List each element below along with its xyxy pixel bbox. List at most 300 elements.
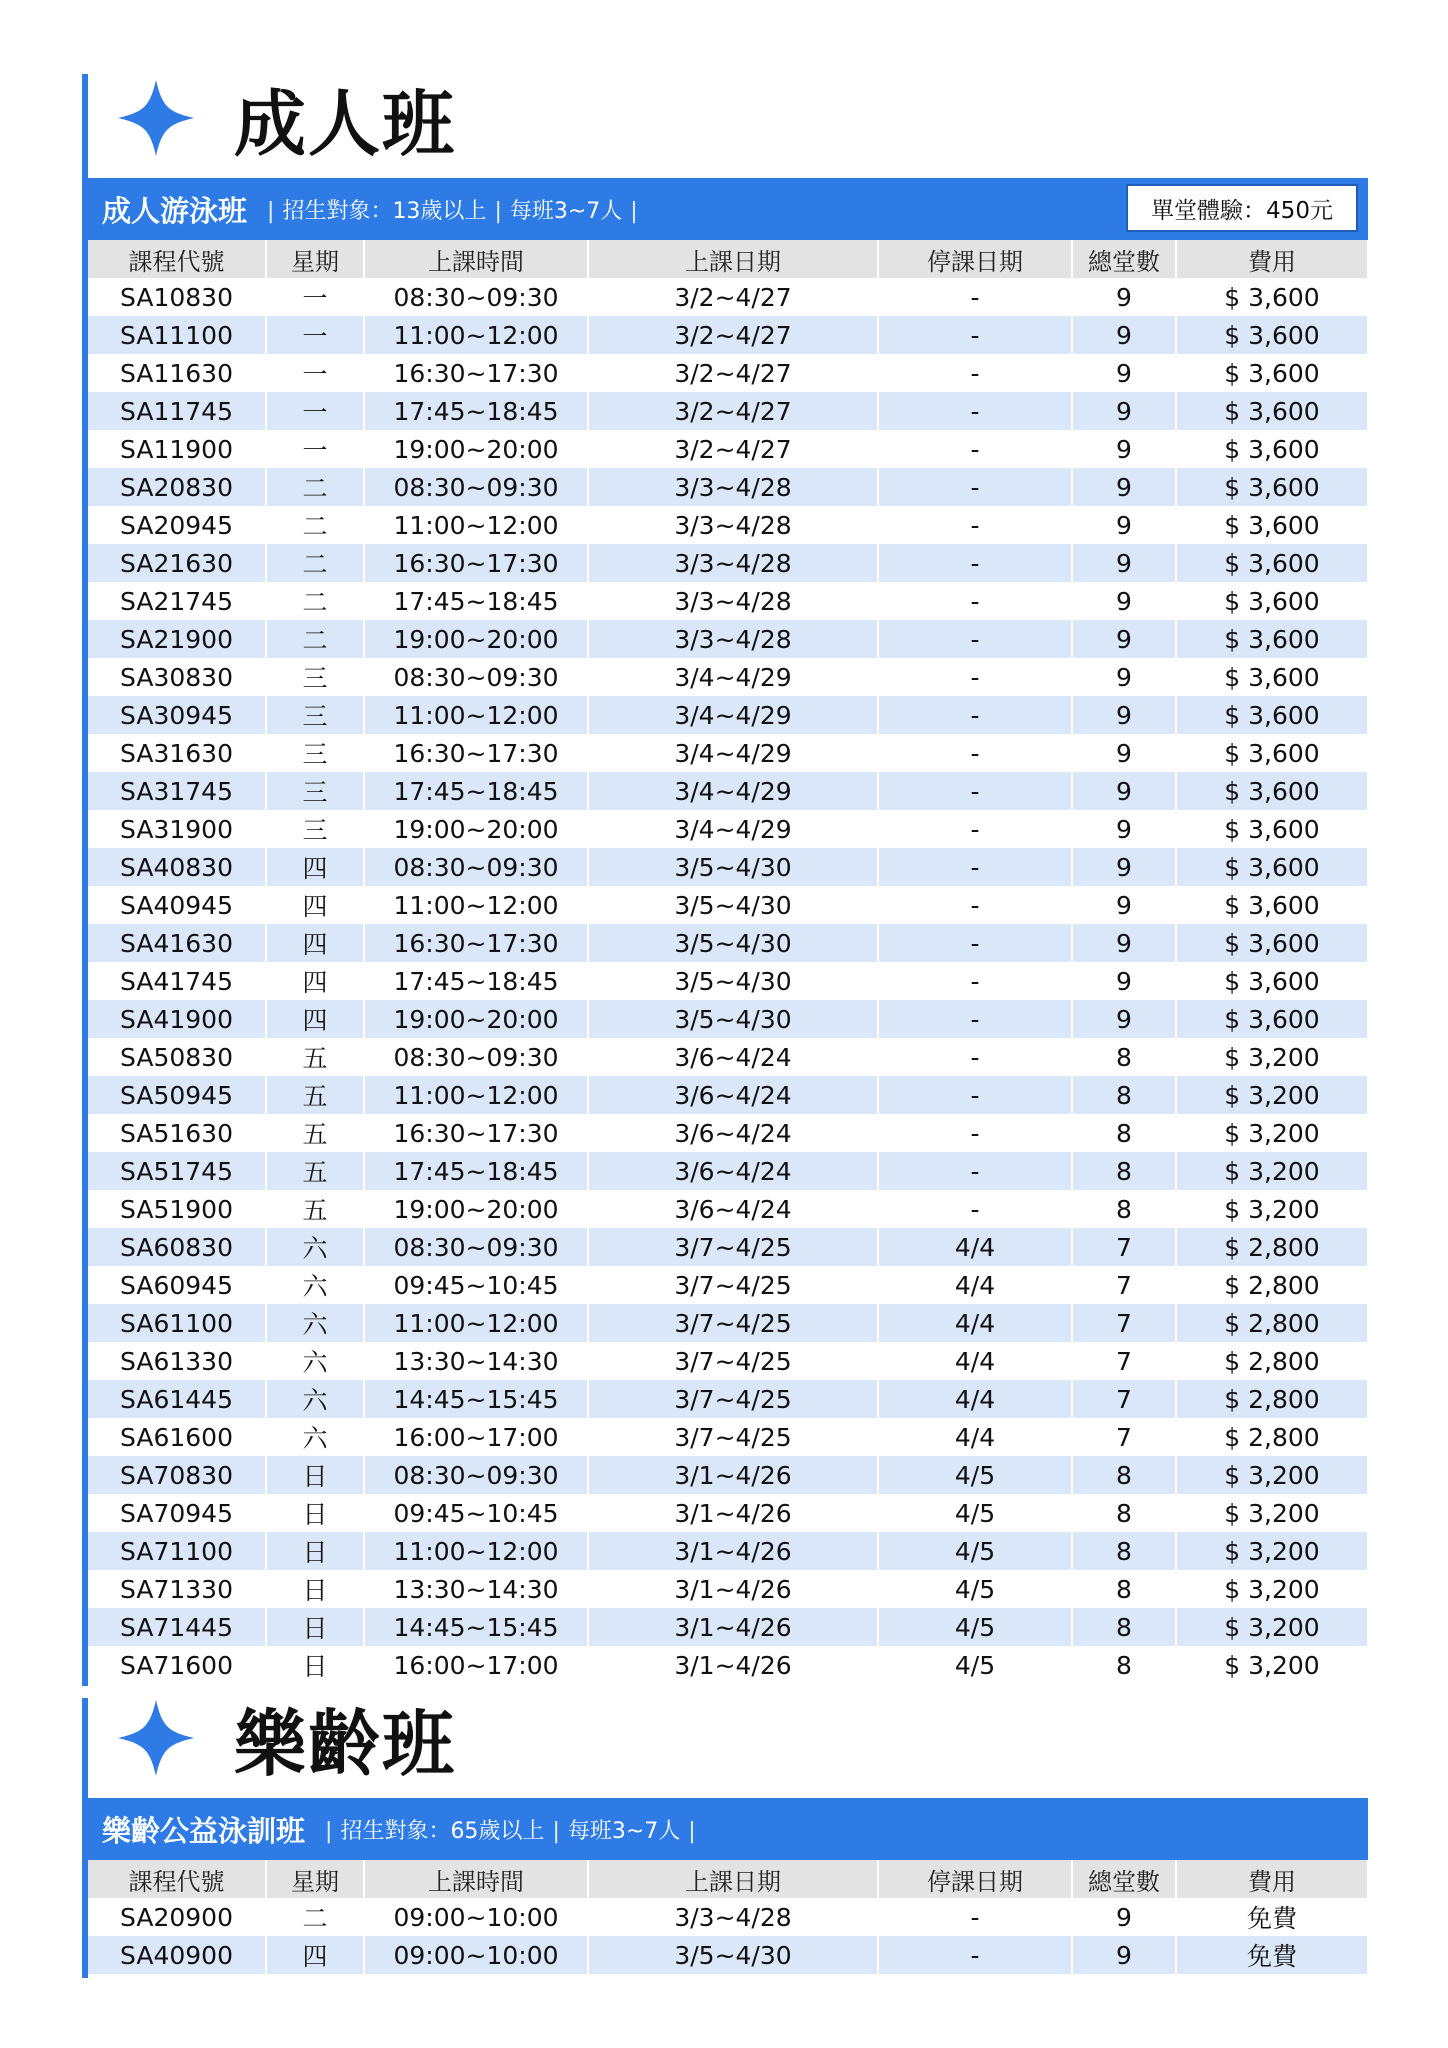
fee-cell: $ 3,600 <box>1176 810 1368 848</box>
separator: | <box>630 198 638 224</box>
fee-cell: 免費 <box>1176 1936 1368 1974</box>
weekday-cell: 四 <box>266 1936 364 1974</box>
course-code-cell: SA61100 <box>88 1304 266 1342</box>
suspend-date-cell: - <box>878 392 1072 430</box>
time-cell: 08:30~09:30 <box>364 848 588 886</box>
session-count-cell: 8 <box>1072 1152 1176 1190</box>
suspend-date-cell: 4/4 <box>878 1304 1072 1342</box>
course-code-cell: SA70830 <box>88 1456 266 1494</box>
course-code-cell: SA60830 <box>88 1228 266 1266</box>
fee-cell: $ 3,600 <box>1176 354 1368 392</box>
date-range-cell: 3/6~4/24 <box>588 1114 878 1152</box>
time-cell: 08:30~09:30 <box>364 658 588 696</box>
weekday-cell: 六 <box>266 1380 364 1418</box>
suspend-date-cell: - <box>878 772 1072 810</box>
fee-cell: $ 3,600 <box>1176 620 1368 658</box>
suspend-date-cell: 4/4 <box>878 1418 1072 1456</box>
weekday-cell: 日 <box>266 1570 364 1608</box>
schedule-table <box>88 240 1369 1684</box>
session-count-cell: 8 <box>1072 1038 1176 1076</box>
table-row <box>88 1152 1368 1190</box>
time-cell: 16:00~17:00 <box>364 1418 588 1456</box>
session-count-cell: 9 <box>1072 962 1176 1000</box>
course-code-cell: SA70945 <box>88 1494 266 1532</box>
trial-price-badge: 單堂體驗：450元 <box>1126 184 1358 232</box>
course-code-cell: SA30830 <box>88 658 266 696</box>
session-count-cell: 9 <box>1072 734 1176 772</box>
course-class-size: 每班3~7人 <box>509 198 623 224</box>
table-body <box>88 1898 1368 1974</box>
time-cell: 17:45~18:45 <box>364 1152 588 1190</box>
table-header <box>88 240 1368 278</box>
time-cell: 09:00~10:00 <box>364 1936 588 1974</box>
suspend-date-cell: 4/5 <box>878 1608 1072 1646</box>
date-range-cell: 3/6~4/24 <box>588 1038 878 1076</box>
table-body <box>88 278 1368 1684</box>
weekday-cell: 三 <box>266 772 364 810</box>
table-row <box>88 1342 1368 1380</box>
session-count-cell: 8 <box>1072 1190 1176 1228</box>
table-row <box>88 1494 1368 1532</box>
session-count-cell: 9 <box>1072 392 1176 430</box>
session-count-cell: 7 <box>1072 1304 1176 1342</box>
course-code-cell: SA41630 <box>88 924 266 962</box>
table-row <box>88 848 1368 886</box>
weekday-cell: 三 <box>266 734 364 772</box>
table-row <box>88 430 1368 468</box>
fee-cell: $ 3,200 <box>1176 1456 1368 1494</box>
course-code-cell: SA31630 <box>88 734 266 772</box>
date-range-cell: 3/2~4/27 <box>588 354 878 392</box>
table-row <box>88 392 1368 430</box>
session-count-cell: 9 <box>1072 810 1176 848</box>
date-range-cell: 3/5~4/30 <box>588 886 878 924</box>
table-row <box>88 1532 1368 1570</box>
suspend-date-cell: - <box>878 1114 1072 1152</box>
suspend-date-cell: - <box>878 1038 1072 1076</box>
session-count-cell: 9 <box>1072 278 1176 316</box>
time-cell: 16:30~17:30 <box>364 544 588 582</box>
date-range-cell: 3/7~4/25 <box>588 1266 878 1304</box>
course-code-cell: SA71330 <box>88 1570 266 1608</box>
suspend-date-cell: - <box>878 506 1072 544</box>
time-cell: 11:00~12:00 <box>364 506 588 544</box>
table-row <box>88 1076 1368 1114</box>
column-header: 上課時間 <box>364 240 588 278</box>
date-range-cell: 3/7~4/25 <box>588 1380 878 1418</box>
date-range-cell: 3/3~4/28 <box>588 582 878 620</box>
suspend-date-cell: - <box>878 582 1072 620</box>
session-count-cell: 8 <box>1072 1570 1176 1608</box>
session-count-cell: 9 <box>1072 544 1176 582</box>
time-cell: 11:00~12:00 <box>364 886 588 924</box>
table-row <box>88 582 1368 620</box>
weekday-cell: 日 <box>266 1494 364 1532</box>
table-row <box>88 278 1368 316</box>
weekday-cell: 四 <box>266 1000 364 1038</box>
suspend-date-cell: - <box>878 1152 1072 1190</box>
weekday-cell: 五 <box>266 1076 364 1114</box>
weekday-cell: 一 <box>266 278 364 316</box>
fee-cell: $ 3,200 <box>1176 1152 1368 1190</box>
time-cell: 16:30~17:30 <box>364 734 588 772</box>
header-row <box>88 240 1368 278</box>
session-count-cell: 7 <box>1072 1418 1176 1456</box>
table-row <box>88 544 1368 582</box>
session-count-cell: 9 <box>1072 924 1176 962</box>
table-row <box>88 1190 1368 1228</box>
time-cell: 11:00~12:00 <box>364 1532 588 1570</box>
course-audience: 招生對象：65歲以上 <box>340 1818 545 1844</box>
date-range-cell: 3/4~4/29 <box>588 772 878 810</box>
column-header: 費用 <box>1176 240 1368 278</box>
fee-cell: $ 3,600 <box>1176 924 1368 962</box>
date-range-cell: 3/3~4/28 <box>588 468 878 506</box>
course-code-cell: SA60945 <box>88 1266 266 1304</box>
column-header: 上課時間 <box>364 1860 588 1898</box>
course-code-cell: SA11900 <box>88 430 266 468</box>
weekday-cell: 二 <box>266 544 364 582</box>
fee-cell: $ 2,800 <box>1176 1304 1368 1342</box>
session-count-cell: 7 <box>1072 1380 1176 1418</box>
date-range-cell: 3/3~4/28 <box>588 544 878 582</box>
table-row <box>88 924 1368 962</box>
table-row <box>88 1114 1368 1152</box>
session-count-cell: 8 <box>1072 1114 1176 1152</box>
suspend-date-cell: - <box>878 316 1072 354</box>
session-count-cell: 9 <box>1072 354 1176 392</box>
date-range-cell: 3/1~4/26 <box>588 1456 878 1494</box>
time-cell: 19:00~20:00 <box>364 620 588 658</box>
suspend-date-cell: 4/4 <box>878 1228 1072 1266</box>
course-code-cell: SA31900 <box>88 810 266 848</box>
fee-cell: $ 3,200 <box>1176 1532 1368 1570</box>
date-range-cell: 3/3~4/28 <box>588 506 878 544</box>
date-range-cell: 3/1~4/26 <box>588 1494 878 1532</box>
course-code-cell: SA20945 <box>88 506 266 544</box>
table-row <box>88 810 1368 848</box>
date-range-cell: 3/5~4/30 <box>588 848 878 886</box>
time-cell: 13:30~14:30 <box>364 1570 588 1608</box>
weekday-cell: 一 <box>266 392 364 430</box>
suspend-date-cell: - <box>878 544 1072 582</box>
date-range-cell: 3/2~4/27 <box>588 278 878 316</box>
fee-cell: $ 3,600 <box>1176 848 1368 886</box>
suspend-date-cell: - <box>878 848 1072 886</box>
fee-cell: $ 3,600 <box>1176 696 1368 734</box>
senior-course-table-block <box>88 1798 1368 1974</box>
session-count-cell: 8 <box>1072 1608 1176 1646</box>
table-row <box>88 962 1368 1000</box>
column-header: 總堂數 <box>1072 240 1176 278</box>
suspend-date-cell: - <box>878 734 1072 772</box>
weekday-cell: 日 <box>266 1646 364 1684</box>
session-count-cell: 8 <box>1072 1456 1176 1494</box>
date-range-cell: 3/7~4/25 <box>588 1418 878 1456</box>
time-cell: 16:00~17:00 <box>364 1646 588 1684</box>
weekday-cell: 二 <box>266 582 364 620</box>
table-row <box>88 354 1368 392</box>
date-range-cell: 3/2~4/27 <box>588 316 878 354</box>
weekday-cell: 六 <box>266 1342 364 1380</box>
suspend-date-cell: - <box>878 354 1072 392</box>
fee-cell: $ 2,800 <box>1176 1342 1368 1380</box>
course-name: 樂齡公益泳訓班 <box>102 1813 306 1848</box>
fee-cell: $ 3,200 <box>1176 1114 1368 1152</box>
weekday-cell: 四 <box>266 886 364 924</box>
date-range-cell: 3/1~4/26 <box>588 1646 878 1684</box>
header-row <box>88 1860 1368 1898</box>
course-code-cell: SA40830 <box>88 848 266 886</box>
session-count-cell: 9 <box>1072 468 1176 506</box>
date-range-cell: 3/3~4/28 <box>588 1898 878 1936</box>
course-code-cell: SA61330 <box>88 1342 266 1380</box>
table-header <box>88 1860 1368 1898</box>
fee-cell: $ 3,600 <box>1176 1000 1368 1038</box>
suspend-date-cell: 4/4 <box>878 1342 1072 1380</box>
course-code-cell: SA51900 <box>88 1190 266 1228</box>
course-code-cell: SA51630 <box>88 1114 266 1152</box>
table-row <box>88 886 1368 924</box>
weekday-cell: 三 <box>266 658 364 696</box>
weekday-cell: 二 <box>266 620 364 658</box>
time-cell: 08:30~09:30 <box>364 278 588 316</box>
course-code-cell: SA20830 <box>88 468 266 506</box>
section-title: 成人班 <box>234 82 457 166</box>
table-row <box>88 1228 1368 1266</box>
course-code-cell: SA51745 <box>88 1152 266 1190</box>
time-cell: 08:30~09:30 <box>364 1038 588 1076</box>
section-title: 樂齡班 <box>234 1702 457 1786</box>
date-range-cell: 3/2~4/27 <box>588 430 878 468</box>
fee-cell: $ 3,600 <box>1176 430 1368 468</box>
weekday-cell: 六 <box>266 1266 364 1304</box>
suspend-date-cell: - <box>878 1898 1072 1936</box>
date-range-cell: 3/3~4/28 <box>588 620 878 658</box>
column-header: 總堂數 <box>1072 1860 1176 1898</box>
course-banner <box>88 1798 1368 1860</box>
course-code-cell: SA71100 <box>88 1532 266 1570</box>
separator: | <box>267 198 275 224</box>
separator: | <box>494 198 502 224</box>
course-code-cell: SA61445 <box>88 1380 266 1418</box>
table-row <box>88 1570 1368 1608</box>
suspend-date-cell: 4/5 <box>878 1570 1072 1608</box>
weekday-cell: 六 <box>266 1418 364 1456</box>
table-row <box>88 1418 1368 1456</box>
table-row <box>88 1304 1368 1342</box>
column-header: 星期 <box>266 1860 364 1898</box>
table-row <box>88 658 1368 696</box>
time-cell: 16:30~17:30 <box>364 354 588 392</box>
session-count-cell: 8 <box>1072 1494 1176 1532</box>
fee-cell: $ 3,600 <box>1176 734 1368 772</box>
fee-cell: $ 3,200 <box>1176 1038 1368 1076</box>
table-row <box>88 620 1368 658</box>
date-range-cell: 3/5~4/30 <box>588 924 878 962</box>
weekday-cell: 一 <box>266 354 364 392</box>
course-class-size: 每班3~7人 <box>567 1818 681 1844</box>
suspend-date-cell: 4/5 <box>878 1532 1072 1570</box>
session-count-cell: 9 <box>1072 620 1176 658</box>
suspend-date-cell: - <box>878 886 1072 924</box>
table-row <box>88 1038 1368 1076</box>
weekday-cell: 四 <box>266 962 364 1000</box>
session-count-cell: 9 <box>1072 658 1176 696</box>
fee-cell: $ 3,600 <box>1176 772 1368 810</box>
weekday-cell: 一 <box>266 430 364 468</box>
table-row <box>88 1936 1368 1974</box>
suspend-date-cell: - <box>878 962 1072 1000</box>
session-count-cell: 9 <box>1072 772 1176 810</box>
course-code-cell: SA10830 <box>88 278 266 316</box>
course-code-cell: SA11745 <box>88 392 266 430</box>
suspend-date-cell: - <box>878 278 1072 316</box>
course-code-cell: SA41745 <box>88 962 266 1000</box>
date-range-cell: 3/7~4/25 <box>588 1304 878 1342</box>
time-cell: 19:00~20:00 <box>364 430 588 468</box>
suspend-date-cell: - <box>878 620 1072 658</box>
time-cell: 16:30~17:30 <box>364 1114 588 1152</box>
course-code-cell: SA50830 <box>88 1038 266 1076</box>
session-count-cell: 8 <box>1072 1076 1176 1114</box>
weekday-cell: 日 <box>266 1608 364 1646</box>
fee-cell: $ 3,600 <box>1176 506 1368 544</box>
date-range-cell: 3/4~4/29 <box>588 734 878 772</box>
fee-cell: $ 2,800 <box>1176 1380 1368 1418</box>
session-count-cell: 9 <box>1072 582 1176 620</box>
time-cell: 09:00~10:00 <box>364 1898 588 1936</box>
time-cell: 19:00~20:00 <box>364 1000 588 1038</box>
fee-cell: $ 3,600 <box>1176 278 1368 316</box>
date-range-cell: 3/4~4/29 <box>588 810 878 848</box>
session-count-cell: 9 <box>1072 848 1176 886</box>
fee-cell: $ 3,600 <box>1176 316 1368 354</box>
time-cell: 14:45~15:45 <box>364 1380 588 1418</box>
weekday-cell: 六 <box>266 1304 364 1342</box>
column-header: 上課日期 <box>588 1860 878 1898</box>
time-cell: 08:30~09:30 <box>364 468 588 506</box>
time-cell: 09:45~10:45 <box>364 1494 588 1532</box>
adult-course-table-block <box>88 178 1368 1684</box>
suspend-date-cell: - <box>878 924 1072 962</box>
date-range-cell: 3/2~4/27 <box>588 392 878 430</box>
session-count-cell: 9 <box>1072 316 1176 354</box>
session-count-cell: 7 <box>1072 1266 1176 1304</box>
suspend-date-cell: 4/4 <box>878 1266 1072 1304</box>
date-range-cell: 3/4~4/29 <box>588 696 878 734</box>
suspend-date-cell: 4/5 <box>878 1646 1072 1684</box>
session-count-cell: 7 <box>1072 1342 1176 1380</box>
course-code-cell: SA11100 <box>88 316 266 354</box>
course-code-cell: SA21900 <box>88 620 266 658</box>
table-row <box>88 1608 1368 1646</box>
suspend-date-cell: 4/5 <box>878 1494 1072 1532</box>
table-row <box>88 468 1368 506</box>
column-header: 課程代號 <box>88 240 266 278</box>
suspend-date-cell: - <box>878 658 1072 696</box>
column-header: 星期 <box>266 240 364 278</box>
course-code-cell: SA40945 <box>88 886 266 924</box>
time-cell: 16:30~17:30 <box>364 924 588 962</box>
diamond-icon <box>118 80 194 156</box>
fee-cell: $ 3,600 <box>1176 582 1368 620</box>
time-cell: 14:45~15:45 <box>364 1608 588 1646</box>
table-row <box>88 1898 1368 1936</box>
date-range-cell: 3/4~4/29 <box>588 658 878 696</box>
fee-cell: $ 3,200 <box>1176 1076 1368 1114</box>
time-cell: 11:00~12:00 <box>364 316 588 354</box>
fee-cell: $ 3,200 <box>1176 1570 1368 1608</box>
course-code-cell: SA30945 <box>88 696 266 734</box>
time-cell: 17:45~18:45 <box>364 772 588 810</box>
time-cell: 08:30~09:30 <box>364 1228 588 1266</box>
column-header: 費用 <box>1176 1860 1368 1898</box>
course-code-cell: SA50945 <box>88 1076 266 1114</box>
date-range-cell: 3/5~4/30 <box>588 1936 878 1974</box>
weekday-cell: 二 <box>266 468 364 506</box>
suspend-date-cell: - <box>878 1076 1072 1114</box>
session-count-cell: 9 <box>1072 696 1176 734</box>
separator: | <box>552 1818 560 1844</box>
date-range-cell: 3/1~4/26 <box>588 1532 878 1570</box>
suspend-date-cell: - <box>878 1000 1072 1038</box>
date-range-cell: 3/7~4/25 <box>588 1342 878 1380</box>
suspend-date-cell: - <box>878 696 1072 734</box>
course-info <box>259 194 646 225</box>
column-header: 課程代號 <box>88 1860 266 1898</box>
session-count-cell: 9 <box>1072 1000 1176 1038</box>
course-banner <box>88 178 1368 240</box>
session-count-cell: 9 <box>1072 1898 1176 1936</box>
column-header: 停課日期 <box>878 1860 1072 1898</box>
course-info <box>317 1814 704 1845</box>
date-range-cell: 3/6~4/24 <box>588 1076 878 1114</box>
course-name: 成人游泳班 <box>102 193 248 228</box>
weekday-cell: 日 <box>266 1532 364 1570</box>
time-cell: 19:00~20:00 <box>364 1190 588 1228</box>
course-code-cell: SA31745 <box>88 772 266 810</box>
table-row <box>88 316 1368 354</box>
suspend-date-cell: - <box>878 1936 1072 1974</box>
date-range-cell: 3/1~4/26 <box>588 1608 878 1646</box>
time-cell: 08:30~09:30 <box>364 1456 588 1494</box>
suspend-date-cell: - <box>878 430 1072 468</box>
weekday-cell: 一 <box>266 316 364 354</box>
date-range-cell: 3/5~4/30 <box>588 962 878 1000</box>
fee-cell: 免費 <box>1176 1898 1368 1936</box>
table-row <box>88 1000 1368 1038</box>
time-cell: 13:30~14:30 <box>364 1342 588 1380</box>
fee-cell: $ 3,600 <box>1176 886 1368 924</box>
date-range-cell: 3/1~4/26 <box>588 1570 878 1608</box>
suspend-date-cell: - <box>878 1190 1072 1228</box>
schedule-table <box>88 1860 1369 1974</box>
weekday-cell: 四 <box>266 848 364 886</box>
table-row <box>88 1380 1368 1418</box>
fee-cell: $ 2,800 <box>1176 1228 1368 1266</box>
time-cell: 19:00~20:00 <box>364 810 588 848</box>
table-row <box>88 1456 1368 1494</box>
table-row <box>88 1266 1368 1304</box>
suspend-date-cell: 4/5 <box>878 1456 1072 1494</box>
fee-cell: $ 3,600 <box>1176 468 1368 506</box>
course-code-cell: SA71600 <box>88 1646 266 1684</box>
fee-cell: $ 2,800 <box>1176 1266 1368 1304</box>
course-audience: 招生對象：13歲以上 <box>282 198 487 224</box>
time-cell: 17:45~18:45 <box>364 392 588 430</box>
column-header: 上課日期 <box>588 240 878 278</box>
